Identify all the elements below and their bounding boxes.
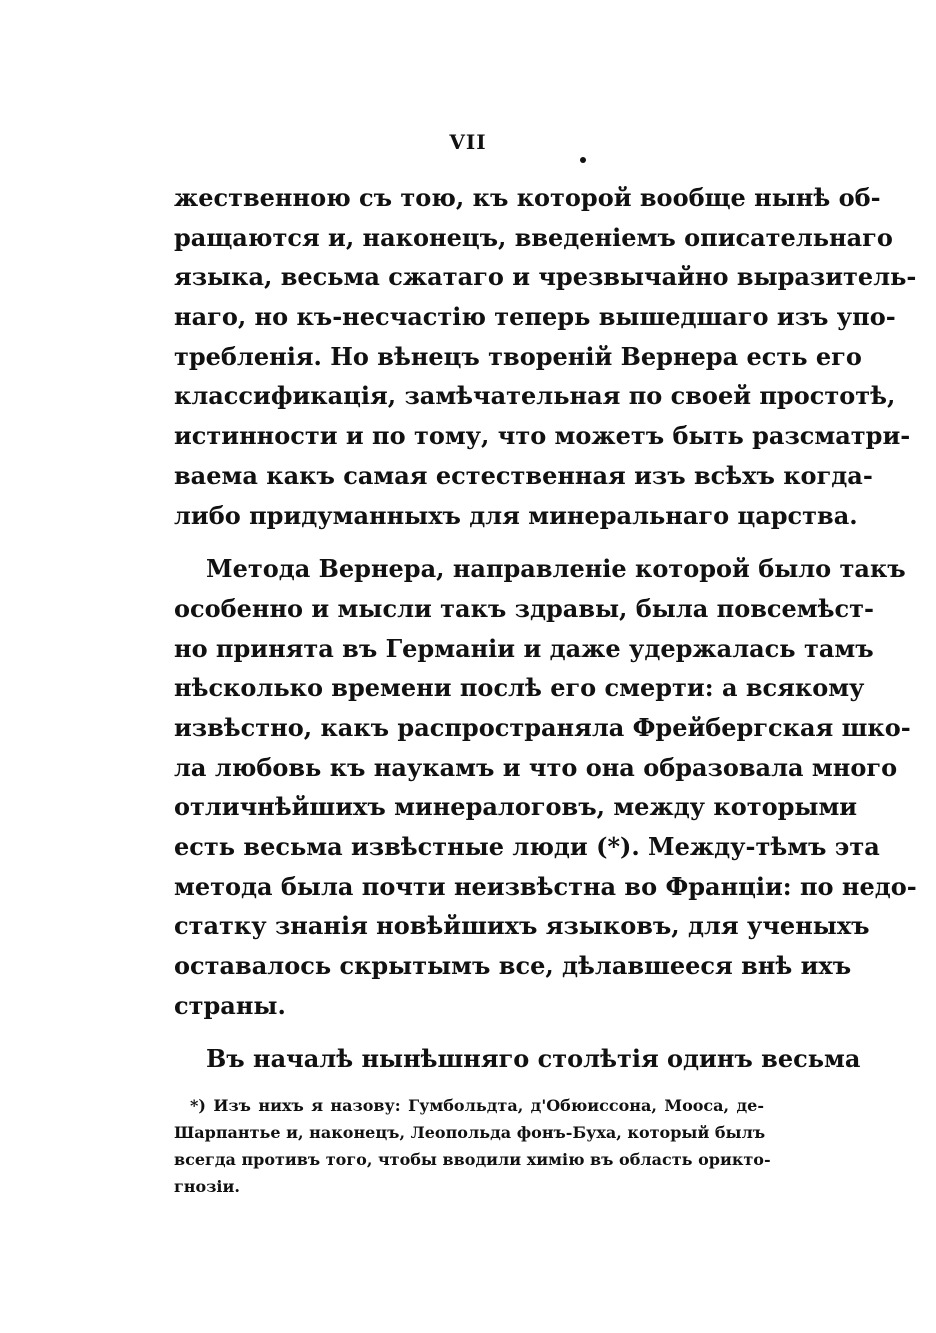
text-line: отличнѣйшихъ минералоговъ, между которыми xyxy=(174,792,858,822)
text-line: либо придуманныхъ для минеральнаго царства. xyxy=(174,500,858,530)
page-number: VII xyxy=(449,130,487,154)
text-line: Въ началѣ нынѣшняго столѣтія одинъ весьма xyxy=(206,1044,861,1074)
paragraph-gap xyxy=(174,1025,764,1039)
text-line: наго, но къ-несчастію теперь вышедшаго изъ упо- xyxy=(174,302,896,332)
text-line: ращаются и, наконецъ, введеніемъ описательнаго xyxy=(174,222,893,252)
text-line: страны. xyxy=(174,990,286,1020)
text-line: требленія. Но вѣнецъ твореній Вернера есть его xyxy=(174,341,862,371)
paragraph-gap xyxy=(174,535,764,549)
footnote-line: всегда противъ того, чтобы вводили химію въ область орикто- xyxy=(174,1150,771,1169)
text-line: метода была почти неизвѣстна во Франціи: по недо- xyxy=(174,871,917,901)
text-line: статку знанія новѣйшихъ языковъ, для ученыхъ xyxy=(174,911,870,941)
main-text xyxy=(174,178,917,1079)
text-line: есть весьма извѣстные люди (*). Между-тѣмъ эта xyxy=(174,832,880,861)
text-line: Метода Вернера, направленіе которой было такъ xyxy=(206,554,906,584)
text-line: классификація, замѣчательная по своей простотѣ, xyxy=(174,381,896,411)
footnote xyxy=(174,1092,771,1200)
text-line: но принята въ Германіи и даже удержалась тамъ xyxy=(174,633,874,663)
footnote-line: гнозіи. xyxy=(174,1177,240,1196)
text-line: особенно и мысли такъ здравы, была повсемѣст- xyxy=(174,593,874,623)
footnote-line: Шарпантье и, наконецъ, Леопольда фонъ-Буха, который былъ xyxy=(174,1123,766,1142)
text-line: истинности и по тому, что можетъ быть разсматри- xyxy=(174,421,911,451)
text-line: ваема какъ самая естественная изъ всѣхъ когда- xyxy=(174,460,873,490)
text-line: языка, весьма сжатаго и чрезвычайно выразитель- xyxy=(174,262,917,292)
text-line: нѣсколько времени послѣ его смерти: а всякому xyxy=(174,673,865,703)
footnote-line: *) Изъ нихъ я назову: Гумбольдта, д'Обюиссона, Мооса, де- xyxy=(190,1096,764,1115)
text-line: извѣстно, какъ распространяла Фрейбергская шко- xyxy=(174,712,911,742)
text-line: оставалось скрытымъ все, дѣлавшееся внѣ ихъ xyxy=(174,951,852,981)
text-line: ла любовь къ наукамъ и что она образовала много xyxy=(174,752,898,782)
ink-speck xyxy=(580,157,586,163)
text-line: жественною съ тою, къ которой вообще нынѣ об- xyxy=(174,183,881,212)
